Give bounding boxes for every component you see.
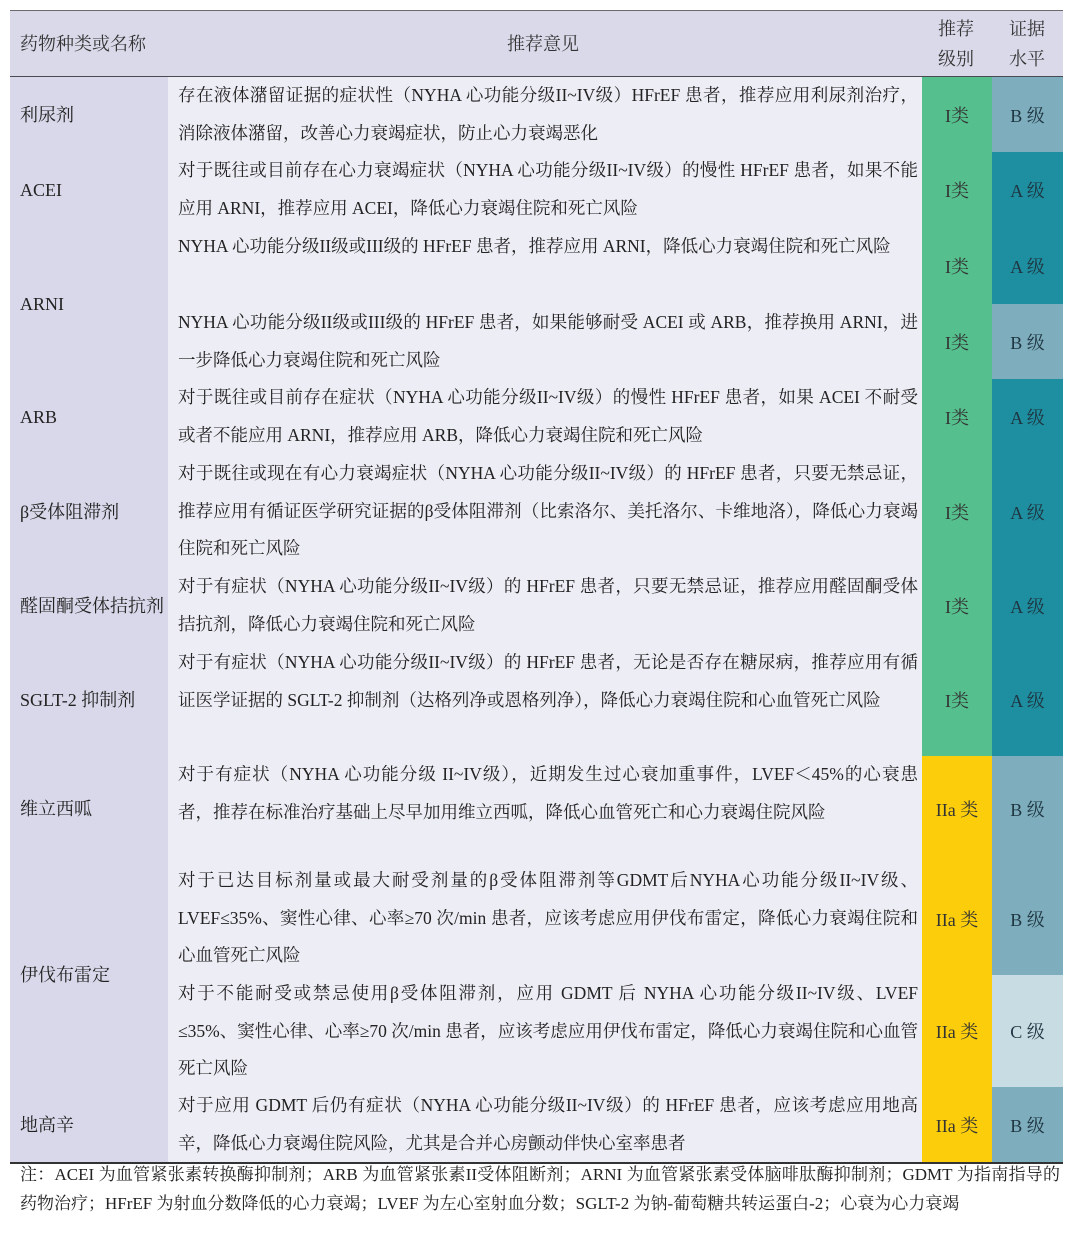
recommendation-text: 对于已达目标剂量或最大耐受剂量的β受体阻滞剂等GDMT后NYHA心功能分级II~IV级、LVEF≤35%、窦性心律、心率≥70 次/min 患者，应该考虑应用伊伐布雷定，降低心力衰竭住院和心血管死亡风险 — [178, 870, 918, 965]
recommendation-class-badge: I类 — [922, 77, 992, 152]
recommendation-text: 对于既往或目前存在心力衰竭症状（NYHA 心功能分级II~IV级）的慢性 HFrEF 患者，如果不能应用 ARNI，推荐应用 ACEI，降低心力衰竭住院和死亡风险 — [178, 160, 918, 218]
header-class — [922, 11, 990, 76]
evidence-level-badge: B 级 — [992, 862, 1063, 975]
recommendation-text: NYHA 心功能分级II级或III级的 HFrEF 患者，推荐应用 ARNI，降低心力衰竭住院和死亡风险 — [178, 236, 891, 256]
header-level — [992, 11, 1062, 76]
drug-name: 地高辛 — [20, 1114, 74, 1135]
recommendation-text: 存在液体潴留证据的症状性（NYHA 心功能分级II~IV级）HFrEF 患者，推荐应用利尿剂治疗，消除液体潴留，改善心力衰竭症状，防止心力衰竭恶化 — [178, 85, 918, 143]
drug-name: β受体阻滞剂 — [20, 501, 120, 522]
recommendation-text: 对于既往或现在有心力衰竭症状（NYHA 心功能分级II~IV级）的 HFrEF 患者，只要无禁忌证，推荐应用有循证医学研究证据的β受体阻滞剂（比索洛尔、美托洛尔、卡维地洛），降低心力衰竭住院和死亡风险 — [178, 463, 918, 558]
evidence-level-badge: B 级 — [992, 756, 1063, 862]
recommendation-text: 对于应用 GDMT 后仍有症状（NYHA 心功能分级II~IV级）的 HFrEF 患者，应该考虑应用地高辛，降低心力衰竭住院风险，尤其是合并心房颤动伴快心室率患者 — [178, 1095, 918, 1153]
recommendation-class-badge: I类 — [922, 455, 992, 568]
recommendation-text: NYHA 心功能分级II级或III级的 HFrEF 患者，如果能够耐受 ACEI 或 ARB，推荐换用 ARNI，进一步降低心力衰竭住院和死亡风险 — [178, 312, 918, 370]
recommendation-text: 对于有症状（NYHA 心功能分级II~IV级）的 HFrEF 患者，无论是否存在糖尿病，推荐应用有循证医学证据的 SGLT-2 抑制剂（达格列净或恩格列净），降低心力衰竭住院和心血管死亡风险 — [178, 652, 918, 710]
evidence-level-badge: A 级 — [992, 228, 1063, 304]
header-level-line2: 水平 — [1009, 48, 1045, 69]
evidence-level-badge: B 级 — [992, 304, 1063, 379]
evidence-level-badge: A 级 — [992, 455, 1063, 568]
recommendation-class-badge: I类 — [922, 152, 992, 228]
recommendation-class-badge: I类 — [922, 304, 992, 379]
drug-name: 伊伐布雷定 — [20, 964, 110, 985]
recommendation-class-badge: I类 — [922, 379, 992, 455]
drug-name: 维立西呱 — [20, 799, 92, 819]
header-class-line1: 推荐 — [938, 18, 974, 39]
evidence-level-badge: A 级 — [992, 644, 1063, 756]
evidence-level-badge: C 级 — [992, 975, 1063, 1087]
evidence-level-badge: A 级 — [992, 152, 1063, 228]
footnote: 注：ACEI 为血管紧张素转换酶抑制剂；ARB 为血管紧张素II受体阻断剂；ARNI 为血管紧张素受体脑啡肽酶抑制剂；GDMT 为指南指导的药物治疗；HFrEF 为射血分数降低的心力衰竭；LVEF 为左心室射血分数；SGLT-2 为钠-葡萄糖共转运蛋白-2；心衰为心力衰竭 — [20, 1165, 1060, 1213]
recommendation-text: 对于既往或目前存在症状（NYHA 心功能分级II~IV级）的慢性 HFrEF 患者，如果 ACEI 不耐受或者不能应用 ARNI，推荐应用 ARB，降低心力衰竭住院和死亡风险 — [178, 387, 918, 445]
drug-name: 醛固酮受体拮抗剂 — [20, 596, 164, 616]
evidence-level-badge: A 级 — [992, 379, 1063, 455]
recommendation-class-badge: I类 — [922, 228, 992, 304]
recommendation-text: 对于有症状（NYHA 心功能分级II~IV级）的 HFrEF 患者，只要无禁忌证，推荐应用醛固酮受体拮抗剂，降低心力衰竭住院和死亡风险 — [178, 576, 918, 634]
recommendation-text: 对于不能耐受或禁忌使用β受体阻滞剂，应用 GDMT 后 NYHA 心功能分级II~IV级、LVEF ≤35%、窦性心律、心率≥70 次/min 患者，应该考虑应用伊伐布雷定，降低心力衰竭住院和心血管死亡风险 — [178, 983, 918, 1078]
header-class-line2: 级别 — [938, 48, 974, 69]
recommendation-class-badge: IIa 类 — [922, 1087, 992, 1162]
recommendation-class-badge: I类 — [922, 644, 992, 756]
recommendation-text: 对于有症状（NYHA 心功能分级 II~IV级），近期发生过心衰加重事件，LVEF＜45%的心衰患者，推荐在标准治疗基础上尽早加用维立西呱，降低心血管死亡和心力衰竭住院风险 — [178, 764, 918, 822]
evidence-level-badge: B 级 — [992, 77, 1063, 152]
recommendation-class-badge: IIa 类 — [922, 756, 992, 862]
header-level-line1: 证据 — [1009, 18, 1045, 39]
recommendation-class-badge: I类 — [922, 568, 992, 644]
drug-name: SGLT-2 抑制剂 — [20, 690, 136, 710]
header-drug: 药物种类或名称 — [20, 33, 146, 54]
drug-name: 利尿剂 — [20, 104, 74, 125]
drug-name: ARB — [20, 407, 58, 427]
recommendation-class-badge: IIa 类 — [922, 975, 992, 1087]
evidence-level-badge: B 级 — [992, 1087, 1063, 1162]
recommendation-class-badge: IIa 类 — [922, 862, 992, 975]
drug-name: ARNI — [20, 293, 64, 314]
header-recommendation: 推荐意见 — [507, 33, 579, 54]
table-header — [10, 10, 1063, 78]
drug-name: ACEI — [20, 180, 62, 200]
evidence-level-badge: A 级 — [992, 568, 1063, 644]
